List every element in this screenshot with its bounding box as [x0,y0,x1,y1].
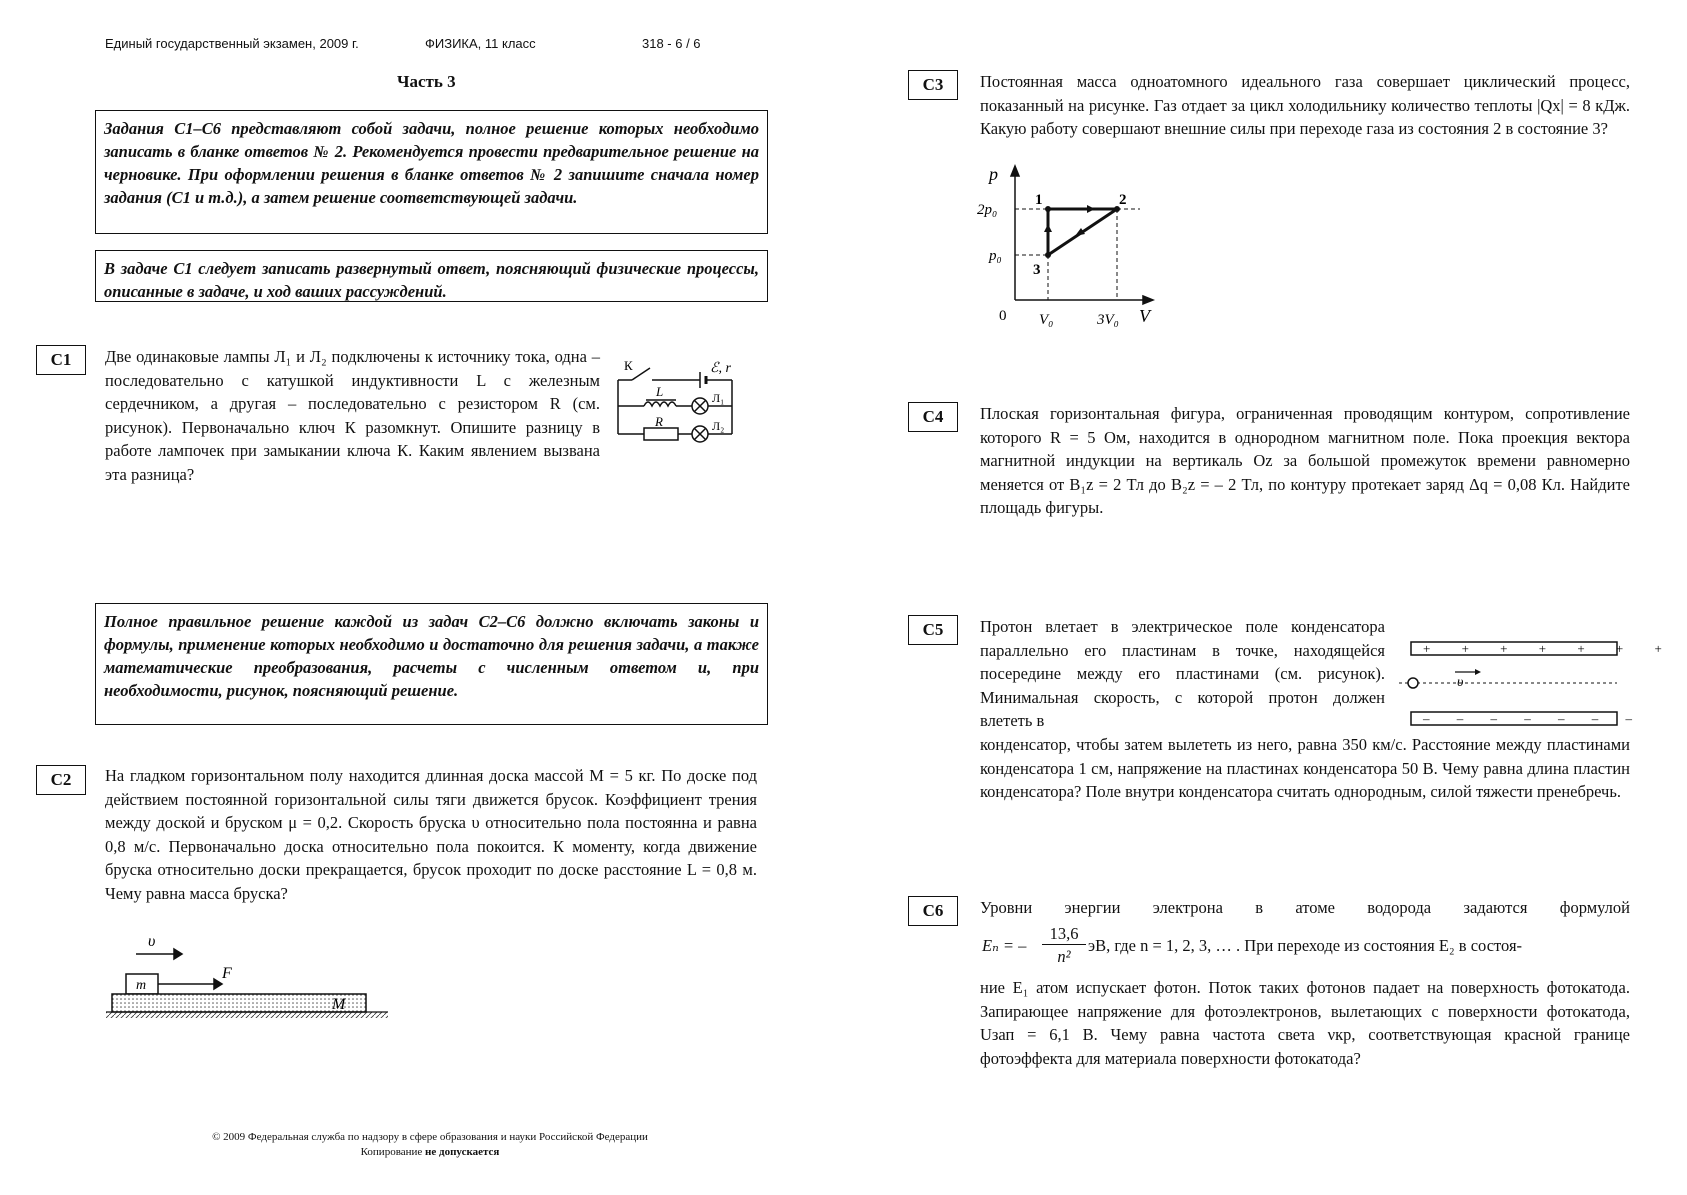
intro-box: Задания С1–С6 представляют собой задачи, полное решение которых необходимо записать в бланке ответов № 2. Рекомендуется провести предварительное решение на черновике. При оформлении решения в бланке ответов № 2 запишите сначала номер задания (С1 и т.д.), а затем решение соответствующей задачи. [95,110,768,234]
emf-label: ℰ, r [710,361,731,376]
velocity-label-c5: υ [1457,675,1464,690]
formula-fraction [1042,924,1086,967]
block-label: m [136,978,147,993]
circuit-diagram [612,354,752,454]
task-text-c1: Две одинаковые лампы Л₁ и Л₂ подключены к источнику тока, одна – последовательно с катушкой индуктивности L с железным сердечником, а другая – последовательно с резистором R (см. рисунок). Первоначально ключ К разомкнут. Опишите разницу в работе лампочек при замыкании ключа К. Каким явлением вызвана эта разница? [105,347,600,484]
task-label-c6: С6 [908,896,958,926]
resistor-label: R [655,414,663,429]
floor-hatch [106,1012,388,1018]
task-text-c2: На гладком горизонтальном полу находится длинная доска массой M = 5 кг. По доске под действием постоянной горизонтальной силы тяги движется брусок. Коэффициент трения между доской и бруском μ = 0,2. Скорость бруска υ относительно пола постоянна и равна 0,8 м/с. Первоначально доска относительно пола покоится. К моменту, когда движение бруска относительно доски прекращается, брусок проходит по доске расстояние L = 0,8 м. Чему равна масса бруска? [105,766,757,903]
task-text-c6-line1: Уровни энергии электрона в атоме водорода задаются формулой [980,898,1630,917]
footer-copy-forbidden: не допускается [425,1146,500,1158]
point-1 [1045,206,1051,212]
key-label: К [624,358,633,373]
lamp1-label: Л₁ [712,391,725,405]
arrow-3-1 [1044,224,1052,232]
point-1-label: 1 [1035,192,1043,208]
force-label: F [222,965,232,982]
board-label: M [332,996,346,1013]
formula-lhs: Eₙ = – [982,936,1027,955]
c6-formula-line [980,922,1640,978]
formula-rhs: эВ, где n = 1, 2, 3, … . При переходе из состояния E₂ в состоя- [1088,936,1523,955]
lamp2-label: Л₂ [712,419,725,433]
minus-row: – – – – – – – [1423,711,1644,726]
header-subject: ФИЗИКА, 11 класс [425,36,536,51]
inductor-label: L [656,384,664,399]
y-tick-2p0: 2p₀ [977,202,998,218]
proton [1408,678,1418,688]
plus-row: + + + + + + + [1423,641,1676,656]
task-text-c6: ние E₁ атом испускает фотон. Поток таких фотонов падает на поверхность фотокатода. Запирающее напряжение для фотоэлектронов, вылетающих с поверхности фотокатода, Uзап = 6,1 В. Чему равна частота света νкр, соответствующая красной границе фотоэффекта для материала поверхности фотокатода? [980,978,1630,1068]
x-tick-v0: V₀ [1039,312,1054,328]
v-axis-label: V [1139,306,1150,326]
task-label-c4: С4 [908,402,958,432]
y-tick-p0: p₀ [989,248,1002,264]
velocity-label: υ [148,933,156,950]
task-label-c5: С5 [908,615,958,645]
footer [160,1130,700,1160]
task-text-c3: Постоянная масса одноатомного идеального газа совершает циклический процесс, показанный на рисунке. Газ отдает за цикл холодильнику количество теплоты |Qх| = 8 кДж. Какую работу совершают внешние силы при переходе газа из состояния 2 в состояние 3? [980,72,1630,138]
footer-copy-note: Копирование [360,1146,426,1158]
switch-blade [632,368,650,380]
task-text-c4: Плоская горизонтальная фигура, ограниченная проводящим контуром, сопротивление которого R = 5 Ом, находится в однородном магнитном поле. Пока проекция вектора магнитной индукции на вертикаль Oz за большой промежуток времени равномерно меняется от B₁z = 2 Тл до B₂z = – 2 Тл, по контуру протекает заряд Δq = 0,08 Кл. Найдите площадь фигуры. [980,404,1630,517]
point-3-label: 3 [1033,262,1041,278]
header-exam: Единый государственный экзамен, 2009 г. [105,36,359,51]
capacitor-diagram [1395,636,1676,730]
point-2-label: 2 [1119,192,1127,208]
task-label-c2: С2 [36,765,86,795]
arrow-1-2 [1087,205,1095,213]
c1-instructions-box: В задаче С1 следует записать развернутый ответ, поясняющий физические процессы, описанные в задаче, и ход ваших рассуждений. [95,250,768,302]
task-text-c5-b: конденсатор, чтобы затем вылететь из него, равна 350 км/с. Расстояние между пластинами конденсатора 1 см, напряжение на пластинах конденсатора 50 В. Чему равна длина пластин конденсатора? Поле внутри конденсатора считать однородным, силой тяжести пренебречь. [980,735,1630,801]
c2-c6-instructions-box: Полное правильное решение каждой из задач С2–С6 должно включать законы и формулы, применение которых необходимо и достаточно для решения задачи, а также математические преобразования, расчеты с численным ответом и, при необходимости, рисунок, поясняющий решение. [95,603,768,725]
header-page: 318 - 6 / 6 [642,36,701,51]
formula-denominator: n² [1042,944,1086,967]
footer-copyright: © 2009 Федеральная служба по надзору в сфере образования и науки Российской Федерации [212,1131,648,1143]
formula-numerator: 13,6 [1049,924,1079,943]
arrow-2-3 [1075,228,1085,236]
x-tick-3v0: 3V₀ [1097,312,1119,328]
block-on-board-diagram [104,930,394,1024]
origin-label: 0 [999,308,1007,324]
part-title: Часть 3 [397,72,456,91]
point-3 [1045,252,1051,258]
pv-graph [975,162,1165,332]
board-M [112,994,366,1012]
resistor [644,428,678,440]
task-text-c5-a: Протон влетает в электрическое поле конденсатора параллельно его пластинам в точке, находящейся посередине между его пластинами (см. рисунок). Минимальная скорость, с которой протон должен влететь в [980,617,1385,730]
inductor-coil [644,402,676,406]
task-label-c3: С3 [908,70,958,100]
p-axis-label: p [989,164,998,184]
task-label-c1: С1 [36,345,86,375]
